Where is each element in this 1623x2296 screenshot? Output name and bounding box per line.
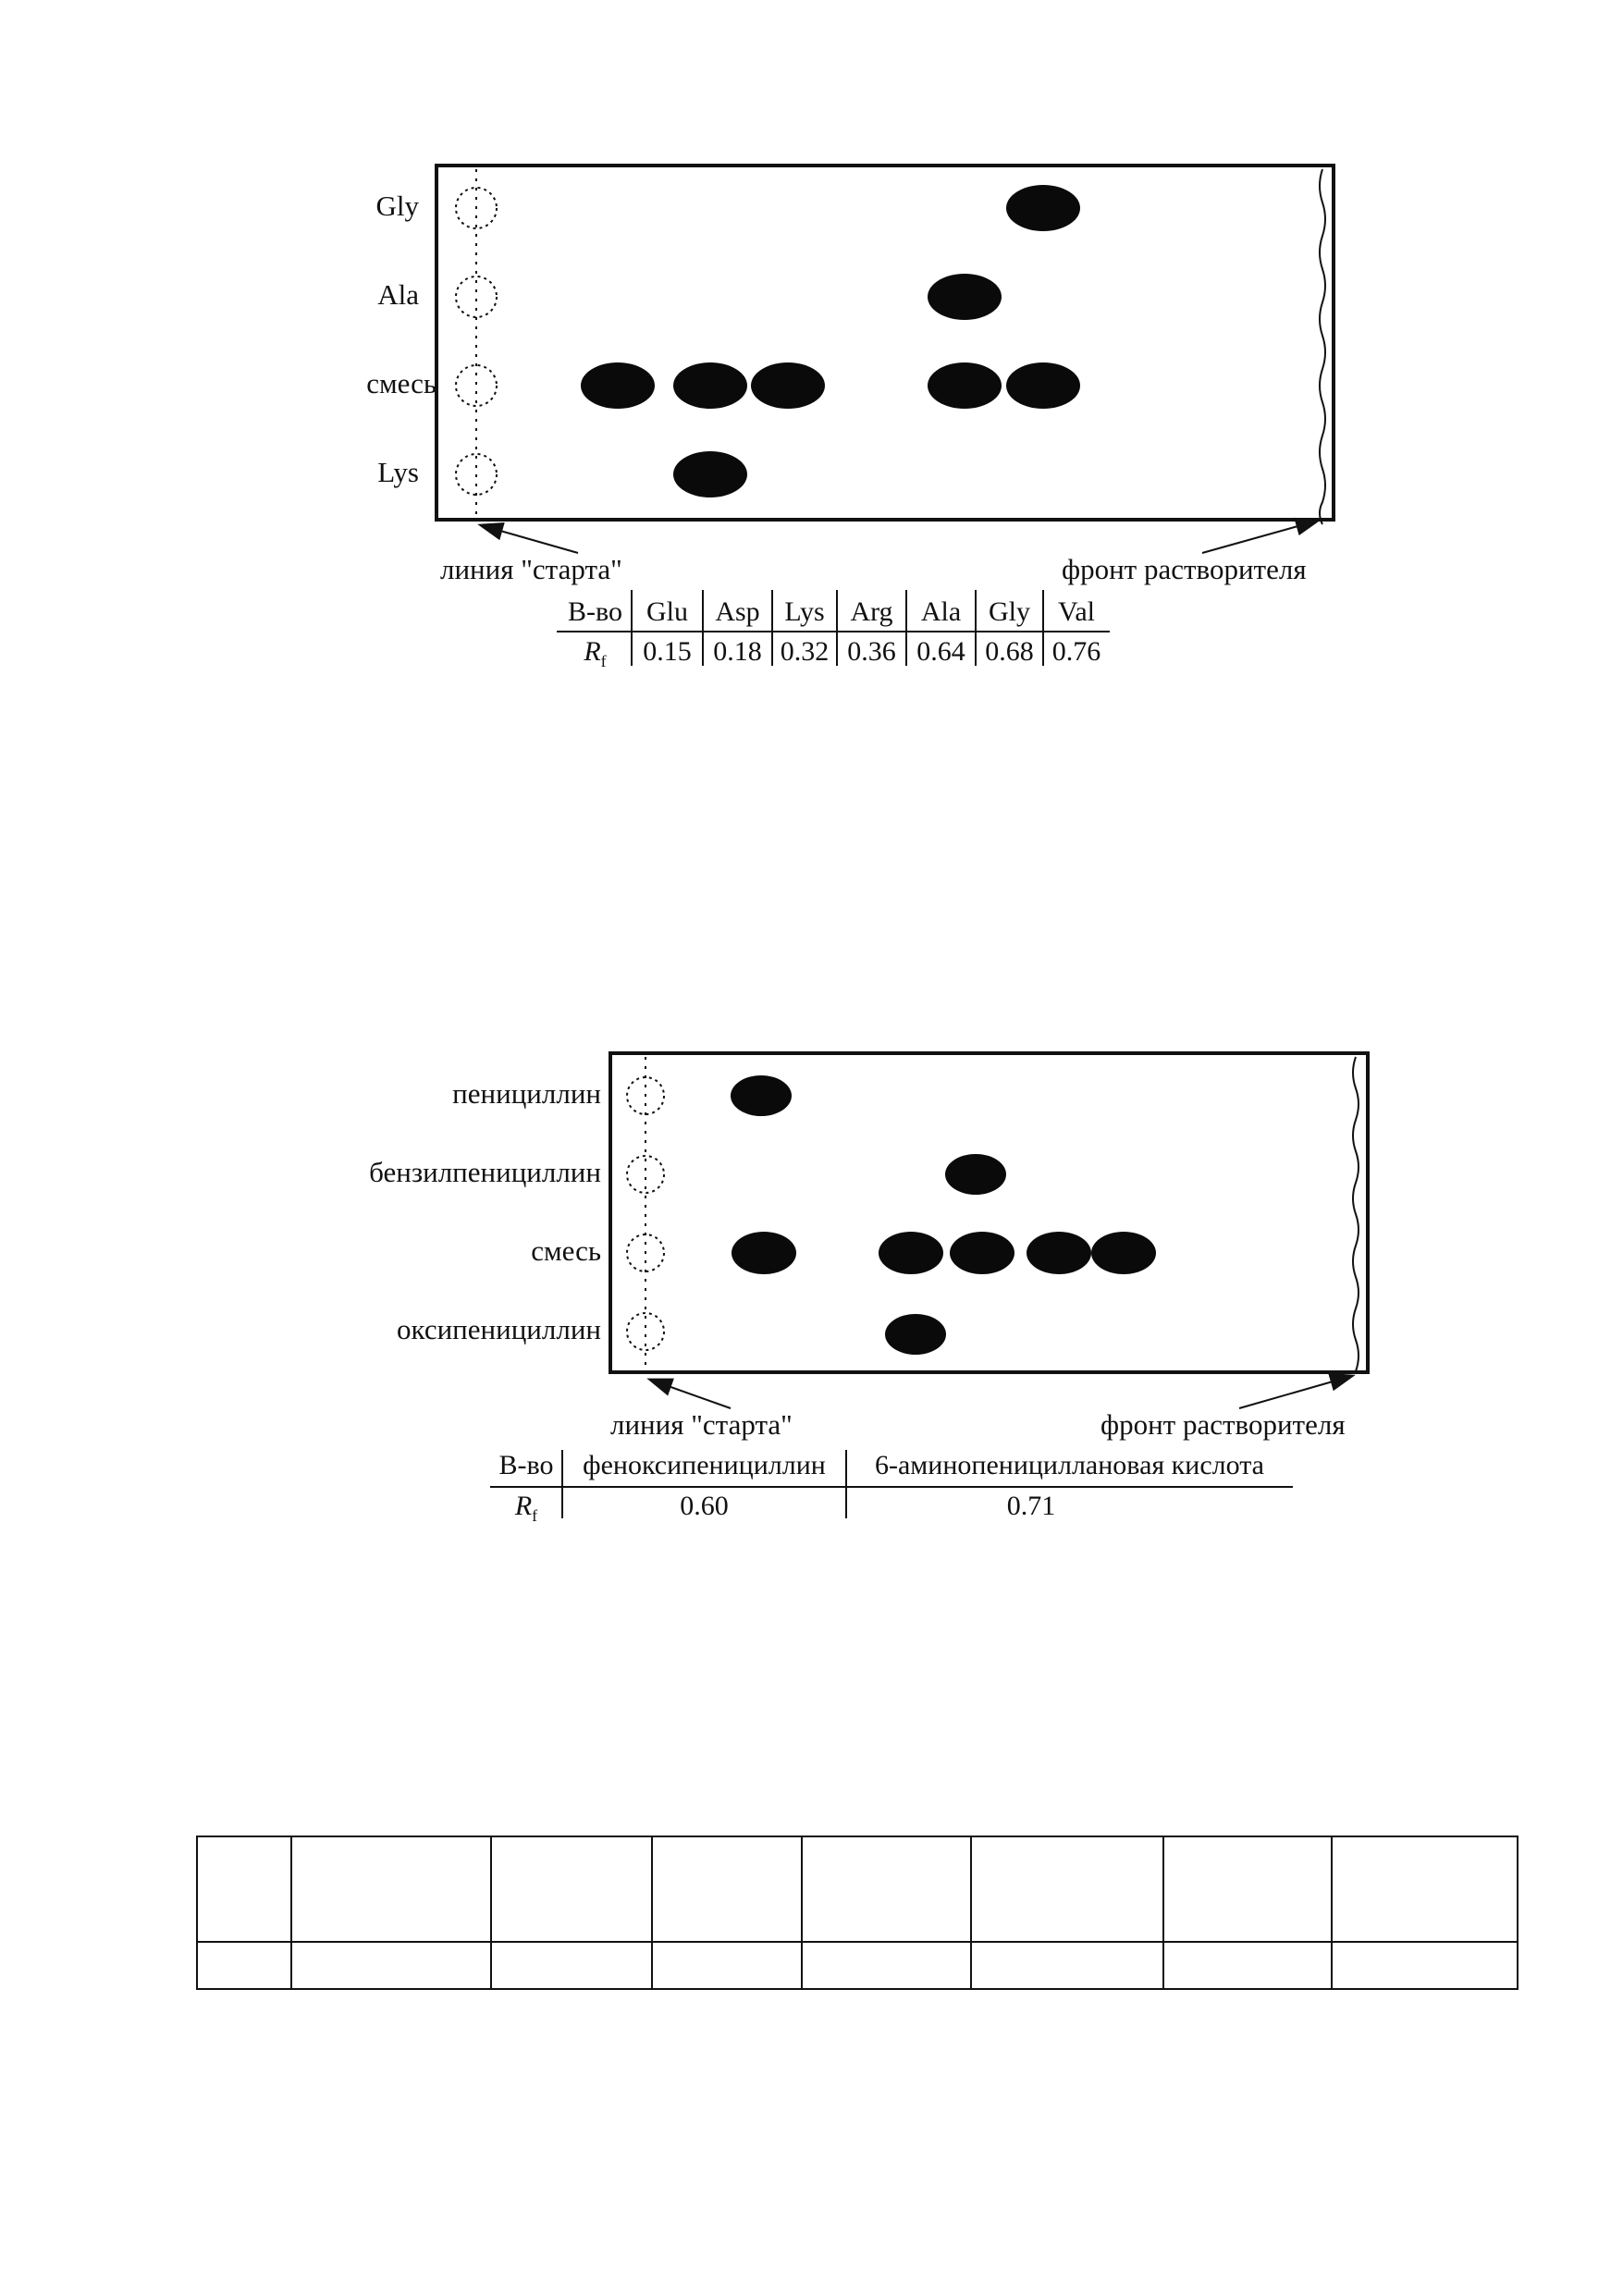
start-line-label-1: линия "старта"	[440, 553, 622, 585]
answer-table	[196, 1836, 1518, 1990]
answer-cell[interactable]	[1332, 1836, 1518, 1942]
row-label-lys: Lys	[377, 456, 419, 488]
rf-table-1-value: 0.76	[1051, 636, 1101, 667]
rf-table-1-value: 0.32	[780, 636, 830, 667]
answer-cell[interactable]	[197, 1942, 291, 1989]
row-label-benzylpenicillin: бензилпенициллин	[369, 1156, 601, 1188]
answer-cell[interactable]	[491, 1942, 652, 1989]
rf-table-1-header-label: В-во	[568, 596, 622, 627]
spot-mix	[1091, 1232, 1156, 1274]
answer-cell[interactable]	[971, 1836, 1163, 1942]
row-label-penicillin: пенициллин	[452, 1077, 601, 1110]
rf-table-2-substance: феноксипенициллин	[583, 1450, 826, 1480]
answer-cell[interactable]	[652, 1836, 802, 1942]
answer-cell[interactable]	[1163, 1942, 1332, 1989]
answer-cell[interactable]	[1163, 1836, 1332, 1942]
answer-cell[interactable]	[802, 1942, 971, 1989]
front-arrow-2	[1239, 1376, 1352, 1408]
answer-cell[interactable]	[491, 1836, 652, 1942]
row-label-ala: Ala	[377, 278, 419, 311]
rf-table-1-substance: Ala	[920, 596, 962, 627]
row-label-mixture: смесь	[531, 1234, 601, 1267]
spot-oxypenicillin	[885, 1314, 946, 1355]
rf-symbol: R	[584, 636, 601, 667]
rf-table-1-value: 0.15	[643, 636, 692, 667]
rf-table-2-header-label: В-во	[498, 1450, 554, 1480]
rf-table-1-substance: Asp	[715, 596, 760, 627]
plate-2	[610, 1053, 1368, 1372]
rf-table-1-value: 0.68	[985, 636, 1034, 667]
row-label-mixture: смесь	[366, 367, 436, 399]
row-label-gly: Gly	[375, 190, 419, 222]
answer-table-row	[197, 1942, 1518, 1989]
start-arrow-2	[650, 1380, 731, 1408]
spot-mix	[1027, 1232, 1091, 1274]
answer-cell[interactable]	[197, 1836, 291, 1942]
rf-subscript: f	[532, 1506, 538, 1525]
answer-cell[interactable]	[652, 1942, 802, 1989]
spot-mix	[732, 1232, 796, 1274]
rf-table-2-value: 0.71	[1006, 1491, 1056, 1521]
answer-cell[interactable]	[1332, 1942, 1518, 1989]
start-line-label-2: линия "старта"	[610, 1408, 793, 1441]
answer-table-header-row	[197, 1836, 1518, 1942]
rf-table-2-rf-label	[490, 1491, 562, 1526]
solvent-front-line-2	[1353, 1057, 1359, 1371]
rf-table-1-substance: Lys	[784, 596, 825, 627]
rf-table-1-value: 0.18	[713, 636, 762, 667]
rf-symbol: R	[514, 1491, 533, 1521]
spot-penicillin	[731, 1075, 792, 1116]
rf-table-1-substance: Glu	[646, 596, 688, 627]
rf-subscript: f	[600, 652, 607, 670]
solvent-front-label-1: фронт растворителя	[1062, 553, 1307, 585]
spot-mix	[950, 1232, 1014, 1274]
row-label-oxypenicillin: оксипенициллин	[397, 1313, 601, 1345]
answer-cell[interactable]	[802, 1836, 971, 1942]
rf-table-1-value: 0.36	[847, 636, 896, 667]
answer-cell[interactable]	[971, 1942, 1163, 1989]
spot-mix	[879, 1232, 943, 1274]
solvent-front-label-2: фронт растворителя	[1100, 1408, 1346, 1441]
rf-table-1-substance: Arg	[850, 596, 893, 627]
rf-table-2-value: 0.60	[680, 1491, 729, 1521]
rf-table-2-substance: 6-аминопенициллановая кислота	[875, 1450, 1264, 1480]
spot-benzylpenicillin	[945, 1154, 1006, 1195]
rf-table-1-substance: Val	[1058, 596, 1095, 627]
answer-cell[interactable]	[291, 1836, 491, 1942]
rf-table-1-value: 0.64	[916, 636, 965, 667]
answer-cell[interactable]	[291, 1942, 491, 1989]
rf-table-1-substance: Gly	[989, 596, 1030, 627]
